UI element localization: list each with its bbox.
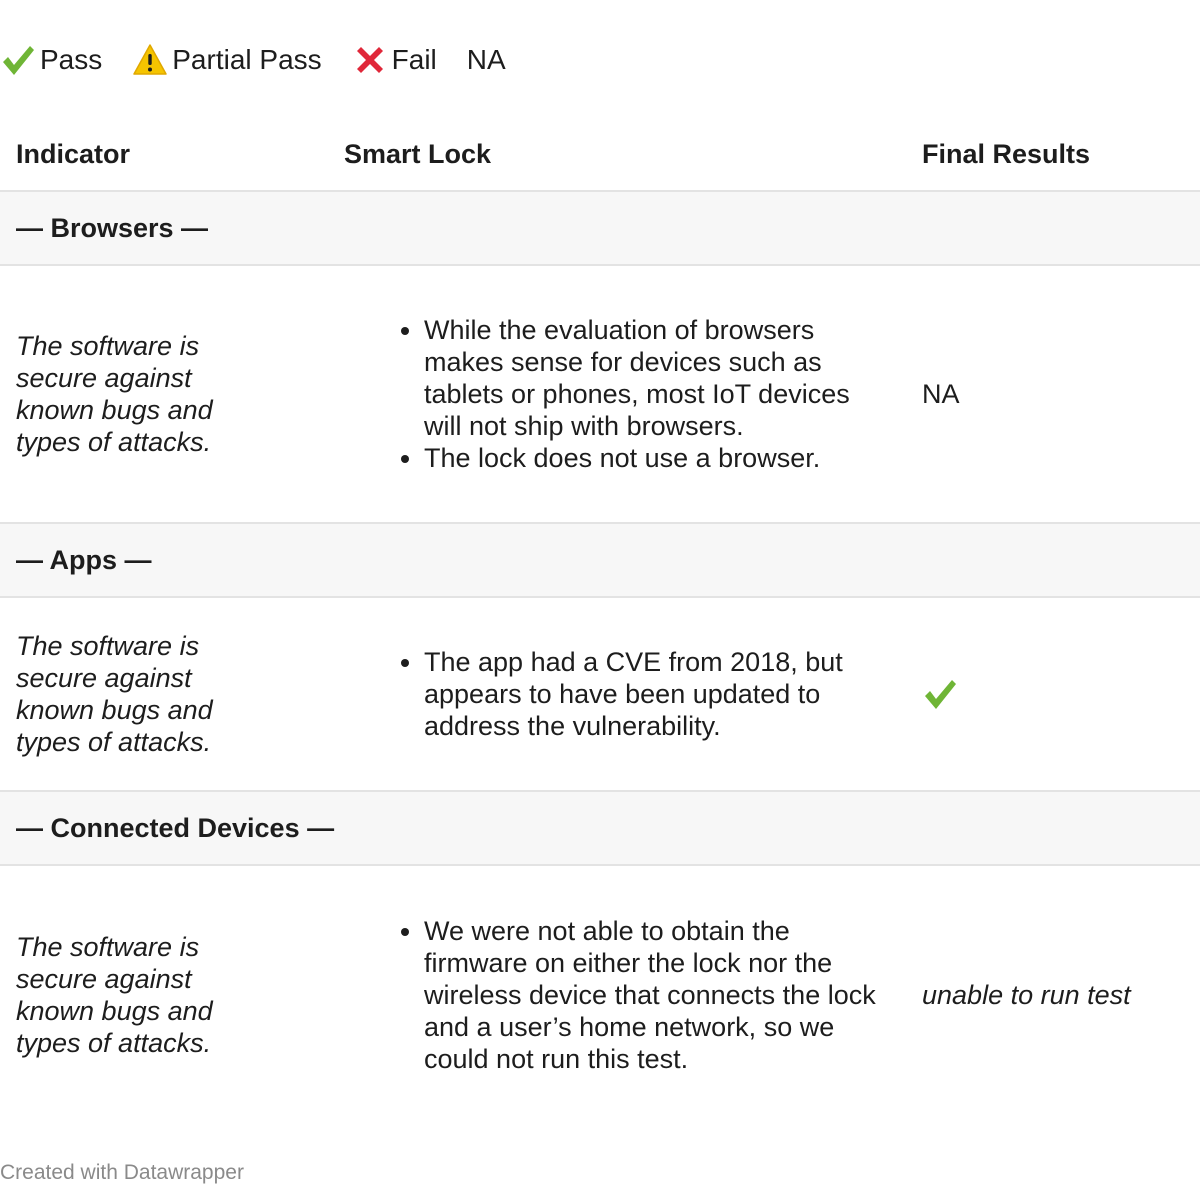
notes-list	[344, 314, 884, 474]
section-title: — Browsers —	[16, 213, 209, 243]
section-title: — Apps —	[16, 545, 152, 575]
warning-icon	[132, 42, 168, 78]
legend-label: Fail	[391, 44, 437, 75]
check-mark-icon	[0, 42, 36, 78]
legend-item-pass	[0, 42, 102, 78]
column-header-indicator[interactable]: Indicator	[16, 139, 131, 169]
notes-list	[344, 915, 884, 1075]
legend-item-fail	[352, 42, 437, 78]
legend-item-partial-pass	[132, 42, 321, 78]
results-table	[0, 120, 1200, 1124]
list-item: • The app had a CVE from 2018, but appears to have been updated to address the vulnerability.	[424, 646, 884, 742]
datawrapper-credit-link[interactable]: Created with Datawrapper	[0, 1161, 244, 1184]
list-item: • We were not able to obtain the firmware on either the lock nor the wireless device that connects the lock and a user’s home network, so we could not run this test.	[424, 915, 884, 1075]
column-header-final-results[interactable]: Final Results	[922, 139, 1091, 169]
legend-label: Pass	[40, 44, 103, 75]
section-row-connected-devices	[0, 792, 1200, 866]
indicator-cell: The software is secure against known bugs and types of attacks.	[16, 631, 213, 757]
section-row-apps	[0, 524, 1200, 598]
indicator-cell: The software is secure against known bugs and types of attacks.	[16, 932, 213, 1058]
list-item: • The lock does not use a browser.	[424, 442, 884, 474]
smart-lock-cell	[344, 866, 884, 1124]
smart-lock-cell	[344, 266, 884, 522]
final-result-cell: NA	[922, 379, 960, 409]
legend-label: Partial Pass	[172, 44, 322, 75]
column-header-smart-lock[interactable]: Smart Lock	[344, 139, 492, 169]
table-row	[0, 866, 1200, 1124]
smart-lock-cell	[344, 598, 884, 790]
notes-list	[344, 646, 884, 742]
section-title: — Connected Devices —	[16, 813, 335, 843]
final-result-cell	[922, 598, 1200, 790]
check-mark-icon	[922, 676, 958, 712]
table-row	[0, 598, 1200, 792]
cross-mark-icon	[352, 42, 388, 78]
table-header-row	[0, 120, 1200, 192]
list-item: • While the evaluation of browsers makes sense for devices such as tablets or phones, most IoT devices will not ship with browsers.	[424, 314, 884, 442]
legend-item-na	[467, 42, 506, 78]
indicator-cell: The software is secure against known bugs and types of attacks.	[16, 331, 213, 457]
legend	[0, 40, 536, 80]
final-result-cell: unable to run test	[922, 980, 1131, 1010]
section-row-browsers	[0, 192, 1200, 266]
legend-label: NA	[466, 44, 506, 75]
table-row	[0, 266, 1200, 524]
